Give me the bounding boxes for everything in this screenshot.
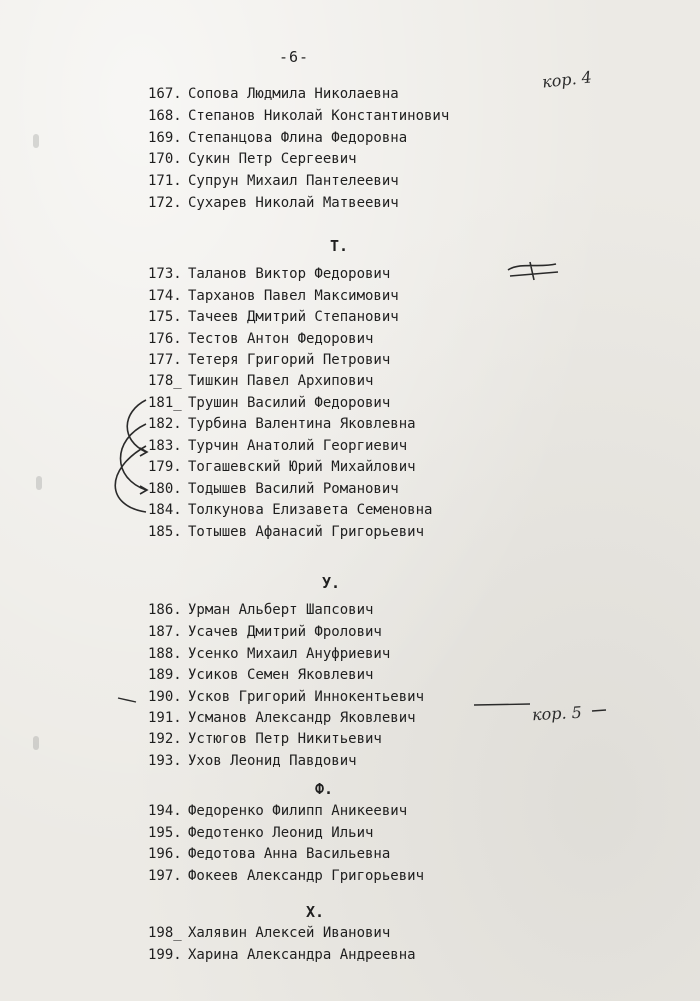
entry-number: 187. (148, 624, 182, 640)
scribble-mark (508, 262, 558, 280)
section-letter: У. (322, 574, 341, 592)
entry-name: Турбина Валентина Яковлевна (188, 416, 416, 432)
entry-name: Федотенко Леонид Ильич (188, 825, 374, 841)
entry-number: 181_ (148, 395, 182, 411)
entry-name: Усков Григорий Иннокентьевич (188, 689, 425, 705)
entry-number: 167. (148, 86, 182, 102)
entry-name: Сухарев Николай Матвеевич (188, 195, 399, 211)
section-letter: Х. (306, 903, 325, 921)
entry-number: 183. (148, 438, 182, 454)
entry-number: 188. (148, 646, 182, 662)
entry-number: 180. (148, 481, 182, 497)
separator-line (474, 704, 530, 705)
entry-number: 182. (148, 416, 182, 432)
entry-name: Толкунова Елизавета Семеновна (188, 502, 433, 518)
entry-name: Степанов Николай Константинович (188, 108, 450, 124)
entry-number: 179. (148, 459, 182, 475)
entry-number: 186. (148, 602, 182, 618)
entry-number: 177. (148, 352, 182, 368)
entry-name: Фокеев Александр Григорьевич (188, 868, 425, 884)
entry-name: Тетеря Григорий Петрович (188, 352, 391, 368)
entry-number: 190. (148, 689, 182, 705)
entry-number: 173. (148, 266, 182, 282)
entry-name: Степанцова Флина Федоровна (188, 130, 408, 146)
entry-name: Усманов Александр Яковлевич (188, 710, 416, 726)
entry-name: Таланов Виктор Федорович (188, 266, 391, 282)
entry-name: Федоренко Филипп Аникеевич (188, 803, 408, 819)
entry-name: Усенко Михаил Ануфриевич (188, 646, 391, 662)
entry-number: 172. (148, 195, 182, 211)
entry-name: Ухов Леонид Павдович (188, 753, 357, 769)
entry-name: Харина Александра Андреевна (188, 947, 416, 963)
entry-name: Тачеев Дмитрий Степанович (188, 309, 399, 325)
entry-name: Устюгов Петр Никитьевич (188, 731, 382, 747)
entry-name: Урман Альберт Шапсович (188, 602, 374, 618)
entry-number: 178_ (148, 373, 182, 389)
entry-number: 170. (148, 151, 182, 167)
entry-number: 189. (148, 667, 182, 683)
entry-number: 198_ (148, 925, 182, 941)
entry-number: 175. (148, 309, 182, 325)
entry-number: 194. (148, 803, 182, 819)
arrow-head (140, 448, 147, 456)
handwritten-note-box-4: кор. 4 (541, 67, 593, 92)
entry-number: 174. (148, 288, 182, 304)
entry-name: Тотышев Афанасий Григорьевич (188, 524, 425, 540)
entry-name: Усиков Семен Яковлевич (188, 667, 374, 683)
entry-name: Федотова Анна Васильевна (188, 846, 391, 862)
entry-number: 193. (148, 753, 182, 769)
entry-number: 168. (148, 108, 182, 124)
entry-name: Турчин Анатолий Георгиевич (188, 438, 408, 454)
entry-number: 192. (148, 731, 182, 747)
entry-name: Супрун Михаил Пантелеевич (188, 173, 399, 189)
entry-number: 171. (148, 173, 182, 189)
entry-number: 184. (148, 502, 182, 518)
section-letter: Ф. (315, 780, 334, 798)
entry-name: Трушин Василий Федорович (188, 395, 391, 411)
entry-name: Тестов Антон Федорович (188, 331, 374, 347)
entry-number: 197. (148, 868, 182, 884)
arrow-head (140, 486, 147, 494)
entry-number: 169. (148, 130, 182, 146)
section-letter: Т. (330, 237, 349, 255)
entry-name: Сопова Людмила Николаевна (188, 86, 399, 102)
entry-name: Тодышев Василий Романович (188, 481, 399, 497)
entry-number: 176. (148, 331, 182, 347)
page-number: -6- (279, 48, 310, 66)
entry-name: Тишкин Павел Архипович (188, 373, 374, 389)
entry-number: 191. (148, 710, 182, 726)
reorder-arrow (121, 424, 147, 490)
entry-name: Халявин Алексей Иванович (188, 925, 391, 941)
entry-name: Сукин Петр Сергеевич (188, 151, 357, 167)
entry-number: 195. (148, 825, 182, 841)
entry-name: Усачев Дмитрий Фролович (188, 624, 382, 640)
entry-name: Тогашевский Юрий Михайлович (188, 459, 416, 475)
entry-number: 185. (148, 524, 182, 540)
separator-line (592, 710, 606, 711)
entry-name: Тарханов Павел Максимович (188, 288, 399, 304)
handwritten-note-box-5: кор. 5 (531, 702, 583, 725)
entry-number: 199. (148, 947, 182, 963)
entry-number: 196. (148, 846, 182, 862)
tick-mark (118, 698, 136, 702)
